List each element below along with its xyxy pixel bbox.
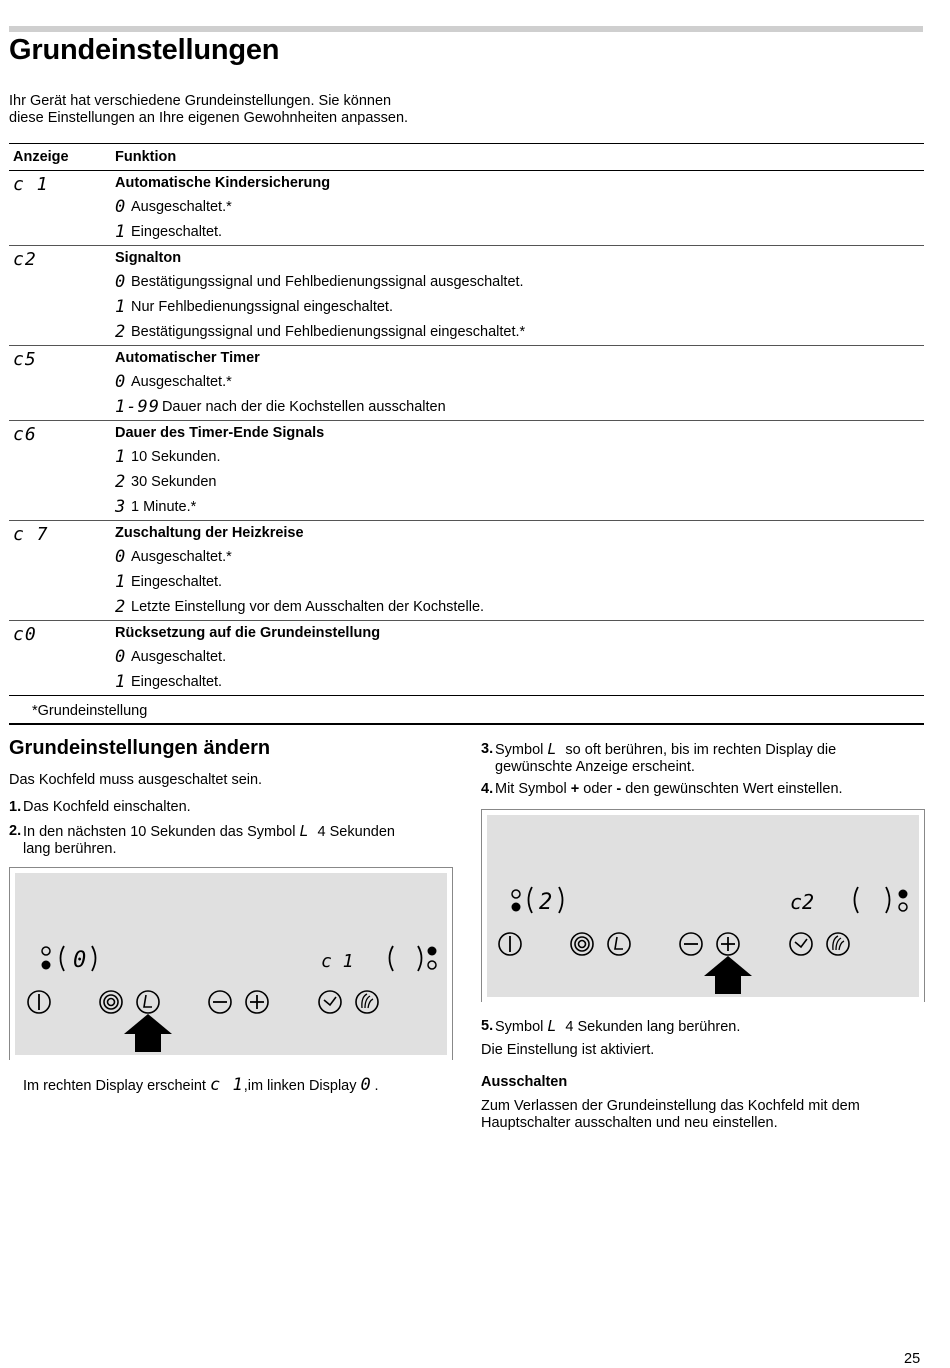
option-row bbox=[115, 570, 924, 595]
pointer-arrow-icon bbox=[124, 1014, 172, 1052]
option-value: 0 bbox=[115, 272, 127, 292]
indicator-dot-empty bbox=[512, 890, 520, 898]
option-text: Dauer nach der die Kochstellen ausschalten bbox=[161, 399, 446, 415]
option-text: Ausgeschaltet.* bbox=[131, 374, 232, 390]
lock-icon bbox=[137, 991, 159, 1013]
option-value: 2 bbox=[115, 597, 127, 617]
indicator-dot-empty bbox=[42, 947, 50, 955]
display-code: c0 bbox=[13, 624, 37, 645]
option-row bbox=[115, 445, 924, 470]
option-text: 1 Minute.* bbox=[131, 499, 197, 515]
lock-symbol: L bbox=[299, 822, 310, 840]
minus-symbol: - bbox=[616, 781, 622, 797]
left-display-bracket-open bbox=[61, 946, 65, 971]
result-value: 0 bbox=[360, 1075, 372, 1095]
option-row bbox=[115, 545, 924, 570]
minus-icon bbox=[209, 991, 231, 1013]
precondition: Das Kochfeld muss ausgeschaltet sein. bbox=[9, 772, 263, 788]
right-indicator-filled bbox=[428, 947, 437, 956]
option-value: 1 bbox=[115, 222, 127, 242]
left-display-bracket-close bbox=[559, 887, 563, 913]
timer-icon bbox=[319, 991, 341, 1013]
page-title: Grundeinstellungen bbox=[9, 34, 280, 66]
header-funktion: Funktion bbox=[115, 149, 177, 165]
activated-text: Die Einstellung ist aktiviert. bbox=[481, 1042, 655, 1058]
table-row bbox=[9, 521, 924, 621]
option-value: 2 bbox=[115, 322, 127, 342]
option-text: Ausgeschaltet. bbox=[131, 649, 227, 665]
option-row bbox=[115, 295, 924, 320]
left-display-bracket-open bbox=[529, 887, 533, 913]
option-row bbox=[115, 470, 924, 495]
table-row bbox=[9, 246, 924, 346]
option-row bbox=[115, 220, 924, 245]
right-indicator-empty bbox=[428, 961, 436, 969]
indicator-dot-filled bbox=[512, 903, 521, 912]
lock-symbol: L bbox=[547, 740, 558, 758]
option-text: 10 Sekunden. bbox=[131, 449, 221, 465]
option-value: 0 bbox=[115, 372, 127, 392]
option-row bbox=[115, 395, 924, 420]
function-title: Zuschaltung der Heizkreise bbox=[115, 525, 304, 541]
control-panel-2 bbox=[481, 809, 925, 1002]
pointer-arrow-icon bbox=[704, 956, 752, 994]
left-display: 0 bbox=[73, 948, 87, 973]
option-value: 1 bbox=[115, 297, 127, 317]
section-title: Grundeinstellungen ändern bbox=[9, 737, 271, 759]
timer-icon bbox=[790, 933, 812, 955]
option-value: 2 bbox=[115, 472, 127, 492]
header-anzeige: Anzeige bbox=[13, 149, 69, 165]
right-indicator-empty bbox=[899, 903, 907, 911]
display-code: c5 bbox=[13, 349, 37, 370]
display-code: c2 bbox=[13, 249, 37, 270]
option-value: 0 bbox=[115, 197, 127, 217]
table-bottom-rule bbox=[9, 723, 924, 725]
plus-symbol: + bbox=[570, 781, 580, 797]
result-text: Im rechten Display erscheint c 1,im linken Display 0 . bbox=[23, 1075, 379, 1095]
table-row bbox=[9, 421, 924, 521]
option-row bbox=[115, 495, 924, 520]
display-code: c 7 bbox=[13, 524, 49, 545]
option-value: 1-99 bbox=[115, 397, 160, 417]
function-title: Automatischer Timer bbox=[115, 350, 260, 366]
option-text: Letzte Einstellung vor dem Ausschalten der Kochstelle. bbox=[131, 599, 485, 615]
minus-icon bbox=[680, 933, 702, 955]
function-title: Dauer des Timer-Ende Signals bbox=[115, 425, 325, 441]
display-code: c6 bbox=[13, 424, 37, 445]
option-text: Bestätigungssignal und Fehlbedienungssignal eingeschaltet.* bbox=[131, 324, 526, 340]
option-text: 30 Sekunden bbox=[131, 474, 217, 490]
lock-icon bbox=[608, 933, 630, 955]
footnote: *Grundeinstellung bbox=[32, 703, 148, 719]
left-display-bracket-close bbox=[92, 946, 96, 971]
option-row bbox=[115, 370, 924, 395]
step-2: 2. In den nächsten 10 Sekunden das Symbol L 4 Sekunden lang berühren. bbox=[9, 822, 395, 857]
wipe-protection-icon bbox=[827, 933, 849, 955]
right-display-bracket-close bbox=[418, 946, 422, 971]
option-text: Eingeschaltet. bbox=[131, 574, 223, 590]
settings-table bbox=[9, 143, 924, 696]
table-row bbox=[9, 171, 924, 246]
option-row bbox=[115, 595, 924, 620]
right-display: c2 bbox=[790, 890, 815, 914]
option-value: 1 bbox=[115, 672, 127, 692]
option-row bbox=[115, 320, 924, 345]
option-row bbox=[115, 670, 924, 695]
step-4: 4. Mit Symbol + oder - den gewünschten Wert einstellen. bbox=[481, 781, 843, 797]
left-display: 2 bbox=[539, 890, 553, 915]
step-3: 3. Symbol L so oft berühren, bis im rechten Display die gewünschte Anzeige erscheint. bbox=[481, 740, 837, 775]
power-icon bbox=[499, 933, 521, 955]
table-row bbox=[9, 621, 924, 696]
intro-text: Ihr Gerät hat verschiedene Grundeinstellungen. Sie können diese Einstellungen an Ihre eigenen Gewohnheiten anpassen. bbox=[9, 93, 409, 126]
function-title: Rücksetzung auf die Grundeinstellung bbox=[115, 625, 381, 641]
table-header bbox=[9, 144, 924, 171]
zone-select-icon bbox=[571, 933, 593, 955]
off-text: Zum Verlassen der Grundeinstellung das Kochfeld mit dem Hauptschalter ausschalten und neu einstellen. bbox=[481, 1098, 860, 1131]
panel-2-graphic bbox=[487, 815, 919, 997]
lock-symbol: L bbox=[547, 1017, 558, 1035]
right-indicator-filled bbox=[899, 890, 908, 899]
right-display-bracket-open bbox=[855, 887, 859, 913]
right-display: c 1 bbox=[321, 951, 354, 972]
top-rule bbox=[9, 26, 923, 32]
plus-icon bbox=[717, 933, 739, 955]
step-5: 5. Symbol L 4 Sekunden lang berühren. bbox=[481, 1017, 741, 1035]
option-row bbox=[115, 645, 924, 670]
option-value: 3 bbox=[115, 497, 127, 517]
option-text: Eingeschaltet. bbox=[131, 674, 223, 690]
table-row bbox=[9, 346, 924, 421]
indicator-dot-filled bbox=[42, 961, 51, 970]
right-display-bracket-open bbox=[390, 946, 394, 971]
plus-icon bbox=[246, 991, 268, 1013]
option-text: Ausgeschaltet.* bbox=[131, 199, 232, 215]
option-row bbox=[115, 270, 924, 295]
option-value: 1 bbox=[115, 572, 127, 592]
option-row bbox=[115, 195, 924, 220]
option-text: Ausgeschaltet.* bbox=[131, 549, 232, 565]
page-number: 25 bbox=[904, 1351, 921, 1367]
panel-1-graphic bbox=[15, 873, 447, 1055]
function-title: Automatische Kindersicherung bbox=[115, 175, 331, 191]
function-title: Signalton bbox=[115, 250, 182, 266]
off-title: Ausschalten bbox=[481, 1074, 568, 1090]
option-text: Eingeschaltet. bbox=[131, 224, 223, 240]
right-display-bracket-close bbox=[886, 887, 890, 913]
option-value: 1 bbox=[115, 447, 127, 467]
option-text: Bestätigungssignal und Fehlbedienungssignal ausgeschaltet. bbox=[131, 274, 524, 290]
wipe-protection-icon bbox=[356, 991, 378, 1013]
display-code: c 1 bbox=[13, 174, 49, 195]
step-1: 1. Das Kochfeld einschalten. bbox=[9, 799, 191, 815]
option-value: 0 bbox=[115, 647, 127, 667]
zone-select-icon bbox=[100, 991, 122, 1013]
power-icon bbox=[28, 991, 50, 1013]
result-code: c 1 bbox=[209, 1075, 244, 1095]
option-text: Nur Fehlbedienungssignal eingeschaltet. bbox=[131, 299, 393, 315]
control-panel-1 bbox=[9, 867, 453, 1060]
option-value: 0 bbox=[115, 547, 127, 567]
